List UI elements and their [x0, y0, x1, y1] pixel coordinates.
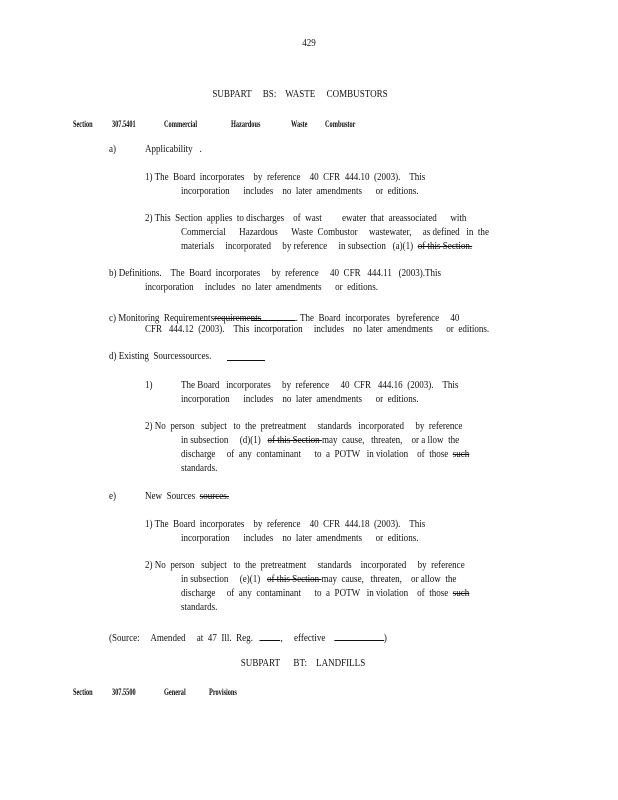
- subsection-e-heading: [145, 491, 229, 503]
- page-number: 429: [302, 38, 316, 49]
- subsection-e-marker: e): [109, 491, 117, 502]
- subsection-d2-line-4: standards.: [181, 463, 218, 474]
- subsection-e2-line-2: [181, 574, 456, 586]
- section-word-waste: Waste: [291, 119, 308, 129]
- subsection-d2-line-3-a: discharge of any contaminant to a POTW in violation of those: [181, 449, 453, 460]
- subsection-d1-line-1: The Board incorporates by reference 40 CFR 444.16 (2003). This: [181, 380, 459, 391]
- subsection-c-strikethrough: requirements: [214, 313, 262, 324]
- subsection-a1-line-1: 1) The Board incorporates by reference 40 CFR 444.10 (2003). This: [145, 172, 426, 183]
- subsection-a-heading-text: Applicability: [145, 144, 193, 155]
- subsection-e2-line-2-a: in subsection (e)(1): [181, 574, 268, 585]
- subsection-a2-line-1: 2) This Section applies to discharges of wast ewater that areassociated with: [145, 213, 467, 224]
- subsection-a1-line-2: incorporation includes no later amendments or editions.: [181, 186, 419, 197]
- subsection-e1-line-1: 1) The Board incorporates by reference 40 CFR 444.18 (2003). This: [145, 519, 426, 530]
- subsection-a-heading: [145, 144, 202, 156]
- subsection-d-underline: [227, 360, 265, 361]
- subsection-a-marker: a): [109, 144, 117, 155]
- subsection-e2-line-4: standards.: [181, 602, 218, 613]
- subsection-b-line-1: b) Definitions. The Board incorporates by reference 40 CFR 444.11 (2003).This: [109, 268, 442, 279]
- section-word-combustor: Combustor: [325, 119, 356, 129]
- subpart-bt-title: SUBPART BT: LANDFILLS: [240, 658, 366, 669]
- section-number: 307.5401: [112, 119, 136, 129]
- subsection-a2-line-3-text: materials incorporated by reference in subsection (a)(1): [181, 241, 418, 252]
- subsection-d1-line-2: incorporation includes no later amendments or editions.: [181, 394, 419, 405]
- source-note-b: , effective: [280, 633, 326, 644]
- subsection-a-heading-tail: .: [199, 144, 202, 155]
- section-2-word-general: General: [164, 687, 186, 697]
- subsection-c-line-1-a: c) Monitoring Requirements: [109, 313, 215, 324]
- source-note: [109, 630, 387, 645]
- subsection-d2-line-2-a: in subsection (d)(1): [181, 435, 268, 446]
- subsection-e2-line-2-b: may cause, threaten, or allow the: [321, 574, 457, 585]
- section-word-commercial: Commercial: [164, 119, 198, 129]
- subsection-d1-marker: 1): [145, 380, 153, 391]
- subsection-e-heading-text: New Sources: [145, 491, 200, 502]
- subsection-e2-line-3-a: discharge of any contaminant to a POTW in violation of those: [181, 588, 453, 599]
- subsection-d2-line-3: [181, 449, 469, 461]
- subsection-d2-line-1: 2) No person subject to the pretreatment standards incorporated by reference: [145, 421, 463, 432]
- section-word-hazardous: Hazardous: [231, 119, 261, 129]
- subsection-c-line-2: CFR 444.12 (2003). This incorporation includes no later amendments or editions.: [145, 324, 490, 335]
- subsection-c-underline: [251, 310, 296, 321]
- source-effective-blank: [334, 630, 384, 641]
- source-note-a: (Source: Amended at 47 Ill. Reg.: [109, 633, 253, 644]
- subsection-c-line-1: [109, 310, 459, 325]
- subsection-d-heading: d) Existing Sourcessources.: [109, 351, 212, 362]
- section-2-word-provisions: Provisions: [209, 687, 237, 697]
- section-label: Section: [73, 119, 93, 129]
- source-register-blank: [260, 630, 281, 641]
- subsection-e2-line-1: 2) No person subject to the pretreatment standards incorporated by reference: [145, 560, 465, 571]
- subsection-d2-strikethrough: of this Section: [267, 435, 322, 446]
- subsection-a2-line-2: Commercial Hazardous Waste Combustor wastewater, as defined in the: [181, 227, 489, 238]
- subsection-e2-strike-such: such: [452, 588, 470, 599]
- source-note-c: ): [383, 633, 387, 644]
- subpart-bs-title: SUBPART BS: WASTE COMBUSTORS: [212, 89, 388, 100]
- subsection-d2-line-2: [181, 435, 459, 447]
- subsection-e1-line-2: incorporation includes no later amendments or editions.: [181, 533, 419, 544]
- section-2-label: Section: [73, 687, 93, 697]
- subsection-a2-line-3: [181, 241, 472, 253]
- subsection-d2-line-2-b: may cause, threaten, or a llow the: [321, 435, 460, 446]
- subsection-a2-strikethrough: of this Section.: [417, 241, 473, 252]
- subsection-c-line-1-b: . The Board incorporates byreference 40: [295, 313, 460, 324]
- subsection-e2-strikethrough: of this Section: [267, 574, 322, 585]
- section-2-number: 307.5500: [112, 687, 136, 697]
- subsection-b-line-2: incorporation includes no later amendments or editions.: [145, 282, 378, 293]
- subsection-d2-strike-such: such: [452, 449, 470, 460]
- subsection-e-strikethrough: sources.: [199, 491, 230, 502]
- subsection-e2-line-3: [181, 588, 469, 600]
